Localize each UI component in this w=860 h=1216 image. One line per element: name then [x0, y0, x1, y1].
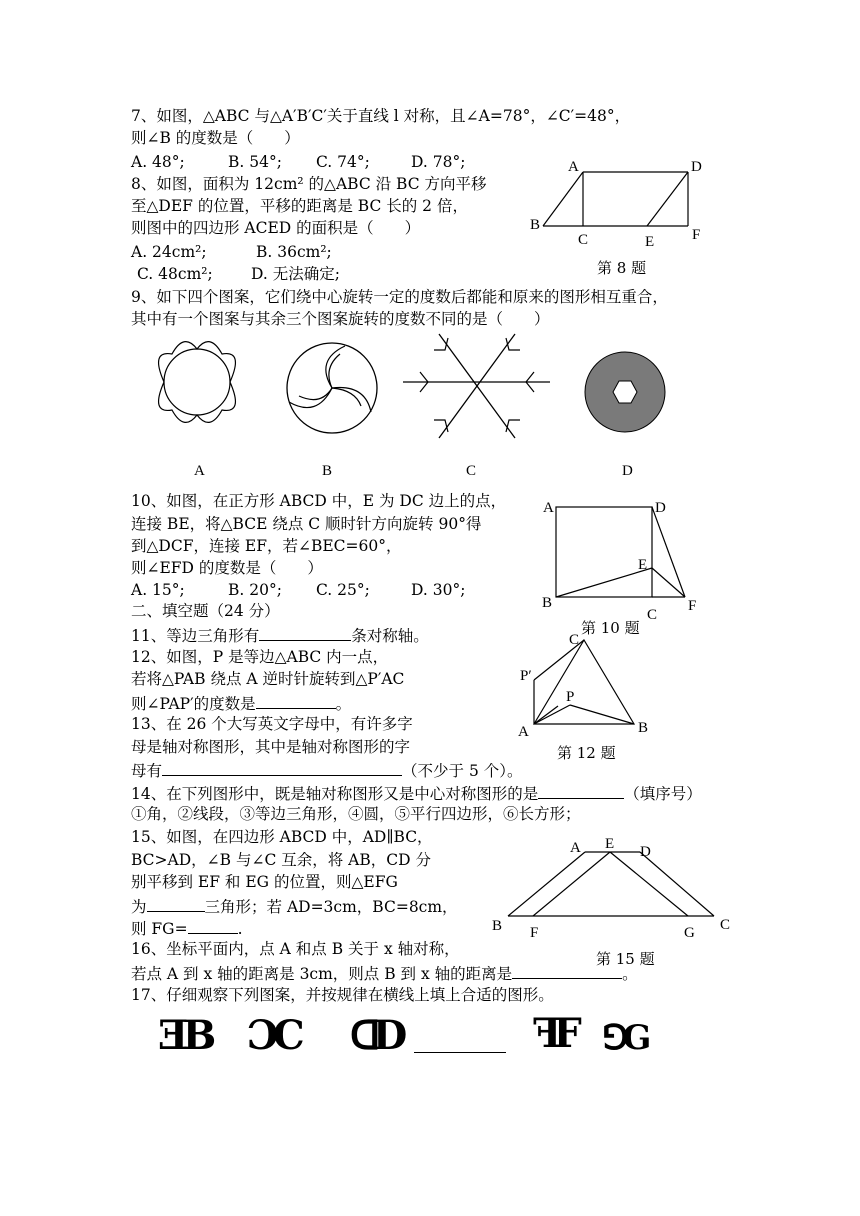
q15-line5 [131, 918, 243, 939]
q13-text-pre: 母有 [131, 762, 163, 780]
q16-blank[interactable] [512, 963, 622, 979]
q14-blank[interactable] [538, 783, 624, 799]
q12-text-post: 。 [335, 695, 352, 713]
q10-figure [535, 495, 710, 620]
q10-line2: 连接 BE，将△BCE 绕点 C 顺时针方向旋转 90°得 [131, 515, 482, 533]
q14-text-post: （填序号） [624, 785, 702, 803]
q8-option-c: C. 48cm²; [137, 265, 213, 283]
q10-line3: 到△DCF，连接 EF，若∠BEC=60°， [131, 537, 402, 555]
q7-option-a: A. 48°; [131, 153, 185, 171]
q16-text-pre: 若点 A 到 x 轴的距离是 3cm，则点 B 到 x 轴的距离是 [131, 965, 513, 983]
q12-caption: 第 12 题 [557, 744, 616, 762]
q15-line4 [131, 896, 458, 917]
q8-option-d: D. 无法确定; [251, 265, 340, 283]
q15-label-a: A [570, 840, 581, 856]
q10-label-e: E [638, 557, 648, 573]
q13-blank[interactable] [162, 760, 402, 776]
q15-label-e: E [605, 836, 615, 852]
q7-option-d: D. 78°; [411, 153, 466, 171]
q14-text-pre: 14、在下列图形中，既是轴对称图形又是中心对称图形的是 [131, 785, 539, 803]
q12-line1: 12、如图，P 是等边△ABC 内一点， [131, 648, 389, 666]
q17-pattern-3: ꓷD [350, 1012, 400, 1059]
q10-option-c: C. 25°; [316, 581, 370, 599]
q10-line4: 则∠EFD 的度数是（ ） [131, 559, 323, 577]
q9-figure-d [583, 350, 668, 435]
q7-line1: 7、如图，△ABC 与△A′B′C′关于直线 l 对称，且∠A=78°，∠C′=48°， [131, 107, 631, 125]
q12-label-a: A [518, 724, 529, 740]
q12-blank[interactable] [256, 693, 336, 709]
q11-text-post: 条对称轴。 [351, 627, 429, 645]
q12-line2: 若将△PAB 绕点 A 逆时针旋转到△P′AC [131, 670, 405, 688]
q15-line2: BC>AD，∠B 与∠C 互余，将 AB，CD 分 [131, 851, 431, 869]
q7-option-c: C. 74°; [316, 153, 370, 171]
q17-line1: 17、仔细观察下列图案，并按规律在横线上填上合适的图形。 [131, 986, 554, 1004]
q10-option-a: A. 15°; [131, 581, 185, 599]
q15-text-pre: 为 [131, 898, 147, 916]
q15-blank-1[interactable] [147, 896, 205, 912]
q8-label-e: E [645, 234, 655, 250]
q10-label-a: A [543, 500, 554, 516]
q9-figure-a [150, 330, 245, 435]
q9-label-d: D [622, 463, 633, 479]
q16-text-post: 。 [622, 965, 638, 983]
q9-label-b: B [322, 463, 333, 479]
q15-line3: 别平移到 EF 和 EG 的位置，则△EFG [131, 873, 398, 891]
q15-label-g: G [684, 925, 695, 941]
section-2-title: 二、填空题（24 分） [131, 602, 280, 620]
q9-figure-b [285, 340, 380, 440]
q15-label-b: B [492, 918, 503, 934]
q15-line1: 15、如图，在四边形 ABCD 中，AD∥BC， [131, 828, 433, 846]
q8-line1: 8、如图，面积为 12cm² 的△ABC 沿 BC 方向平移 [131, 175, 487, 193]
q13-line3 [131, 760, 522, 781]
q8-label-d: D [691, 159, 702, 175]
q10-label-b: B [542, 595, 553, 611]
q8-line2: 至△DEF 的位置，平移的距离是 BC 长的 2 倍， [131, 197, 468, 215]
q8-option-a: A. 24cm²; [131, 243, 207, 261]
q12-text-pre: 则∠PAP′的度数是 [131, 695, 256, 713]
q15-text-pre2: 则 FG= [131, 920, 188, 938]
q13-line2: 母是轴对称图形，其中是轴对称图形的字 [131, 738, 411, 756]
q9-line1: 9、如下四个图案，它们绕中心旋转一定的度数后都能和原来的图形相互重合， [131, 288, 668, 306]
q15-label-f: F [530, 925, 539, 941]
q10-caption: 第 10 题 [581, 619, 640, 637]
q15-caption: 第 15 题 [596, 950, 655, 968]
q10-option-b: B. 20°; [228, 581, 282, 599]
q17-blank[interactable] [414, 1052, 506, 1053]
q10-label-d: D [655, 500, 666, 516]
q12-label-p: P [566, 689, 575, 705]
q8-option-b: B. 36cm²; [256, 243, 332, 261]
q16-line1: 16、坐标平面内，点 A 和点 B 关于 x 轴对称， [131, 940, 460, 958]
q8-label-c: C [578, 232, 589, 248]
q11 [131, 625, 429, 646]
q13-text-post: （不少于 5 个）。 [402, 762, 523, 780]
q10-option-d: D. 30°; [411, 581, 466, 599]
q12-line3 [131, 693, 351, 714]
q15-label-c: C [720, 917, 731, 933]
q15-blank-2[interactable] [188, 918, 238, 934]
q12-label-c: C [569, 632, 580, 648]
q10-label-f: F [688, 598, 697, 614]
q8-line3: 则图中的四边形 ACED 的面积是（ ） [131, 219, 421, 237]
q17-pattern-2: ƆC [247, 1012, 299, 1059]
q17-pattern-1: ƎB [158, 1012, 211, 1059]
q8-label-b: B [530, 217, 541, 233]
q10-line1: 10、如图，在正方形 ABCD 中，E 为 DC 边上的点， [131, 492, 507, 510]
q11-blank[interactable] [259, 625, 351, 641]
q9-line2: 其中有一个图案与其余三个图案旋转的度数不同的是（ ） [131, 310, 550, 328]
q15-figure [488, 832, 738, 944]
q16-line2 [131, 963, 638, 984]
q13-line1: 13、在 26 个大写英文字母中，有许多字 [131, 715, 413, 733]
q8-label-f: F [692, 227, 701, 243]
q15-text-post2: . [237, 920, 243, 938]
q17-pattern-6: ꓨG [602, 1018, 646, 1058]
q17-pattern-5: ꟻF [533, 1010, 574, 1057]
q9-label-c: C [466, 463, 477, 479]
q15-label-d: D [640, 844, 651, 860]
q8-figure [525, 150, 715, 250]
q12-label-b: B [638, 720, 649, 736]
q11-text-pre: 11、等边三角形有 [131, 627, 260, 645]
q9-figure-c [400, 330, 555, 442]
q15-text-mid: 三角形；若 AD=3cm，BC=8cm， [204, 898, 458, 916]
q7-option-b: B. 54°; [228, 153, 282, 171]
q8-label-a: A [568, 159, 579, 175]
q10-label-c: C [647, 607, 658, 620]
q8-caption: 第 8 题 [597, 259, 647, 277]
q12-figure [510, 628, 660, 740]
q14-line1 [131, 783, 702, 804]
q7-line2: 则∠B 的度数是（ ） [131, 129, 300, 147]
q14-line2: ①角，②线段，③等边三角形，④圆，⑤平行四边形，⑥长方形； [131, 805, 581, 823]
q12-label-p-prime: P′ [520, 668, 532, 684]
q9-label-a: A [194, 463, 205, 479]
